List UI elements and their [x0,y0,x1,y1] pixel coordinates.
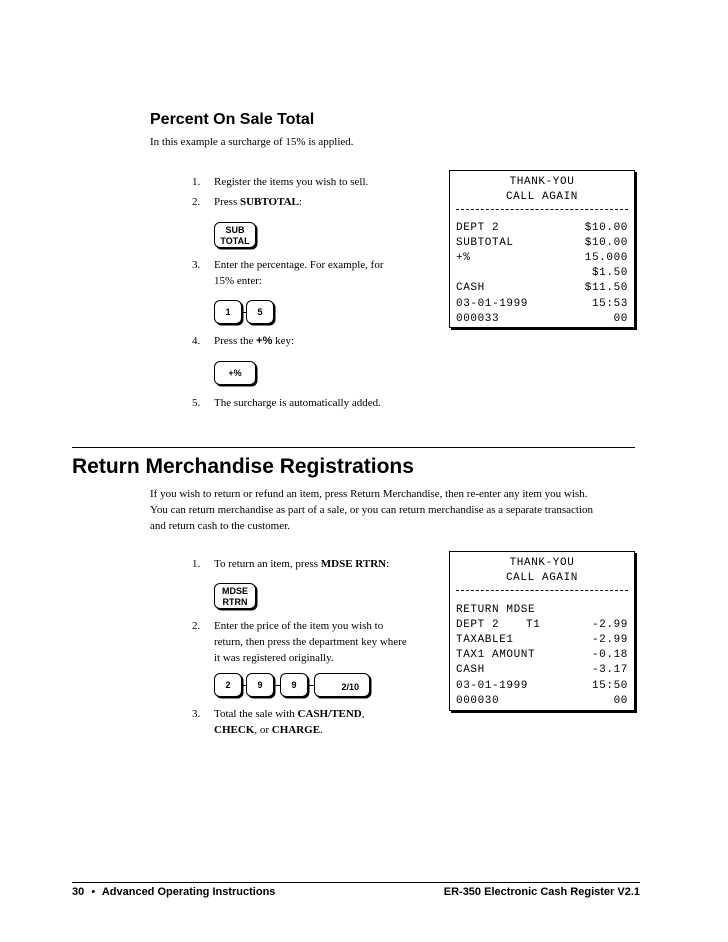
receipt-clerk: 00 [613,695,628,707]
step-text-part: . [320,724,323,736]
key-1[interactable] [214,300,242,324]
receipt-header: CALL AGAIN [505,572,578,584]
receipt-return [449,551,635,711]
step-text: Register the items you wish to sell. [214,176,369,188]
receipt-header: THANK-YOU [509,176,575,188]
receipt-value: -2.99 [591,634,628,646]
step-text [214,556,389,572]
step-text-line [214,706,364,722]
receipt-value: -3.17 [591,664,628,676]
step-text-part: : [386,558,390,570]
step-text-line: it was registered originally. [214,652,334,664]
percent-intro: In this example a surcharge of 15% is applied. [150,136,354,148]
step-number: 4. [192,335,201,347]
step-text-part: Press [214,196,240,208]
receipt-label: DEPT 2 [456,619,500,631]
step-number: 1. [192,558,201,570]
step-number: 5. [192,397,201,409]
receipt-percent [449,170,635,328]
key-label: 2 [225,679,231,690]
key-9[interactable] [246,673,274,697]
receipt-number: 000033 [456,313,500,325]
receipt-number: 000030 [456,695,500,707]
key-2[interactable] [214,673,242,697]
step-text: The surcharge is automatically added. [214,397,381,409]
receipt-label: TAXABLE1 [456,634,514,646]
step-text-part: , or [254,724,272,736]
receipt-label: +% [456,252,471,264]
key-5[interactable] [246,300,274,324]
step-key-name: CHECK [214,724,255,736]
receipt-value: -2.99 [591,619,628,631]
section-title-percent: Percent On Sale Total [150,111,315,128]
step-text [214,257,384,289]
receipt-label: DEPT 2 [456,222,500,234]
footer-chapter-title: Advanced Operating Instructions [101,886,276,898]
step-key-name: SUBTOTAL [239,196,299,208]
step-number: 1. [192,176,201,188]
receipt-value: -0.18 [591,649,628,661]
key-label: SUB [225,225,245,235]
step-text-line: Enter the percentage. For example, for [214,259,384,271]
receipt-label: TAX1 AMOUNT [456,649,536,661]
bullet-icon: • [91,886,96,898]
receipt-value: $10.00 [584,237,628,249]
step-text-line: Enter the price of the item you wish to [214,620,384,632]
receipt-divider [456,590,628,591]
footer-manual-title: ER-350 Electronic Cash Register V2.1 [443,886,640,898]
subtotal-key[interactable] [214,222,256,248]
key-label: 9 [257,679,263,690]
step-text-line: 15% enter: [214,275,262,287]
step-text-part: : [298,196,302,208]
page-number: 30 [72,886,85,898]
receipt-date: 03-01-1999 [456,680,529,692]
key-label: 5 [257,306,263,317]
step-key-name: CHARGE [271,724,321,736]
key-label: 1 [225,306,231,317]
step-number: 3. [192,708,201,720]
return-intro-line: You can return merchandise as part of a sale, or you can return merchandise as a separate transaction [150,504,593,516]
step-text [214,194,302,210]
receipt-time: 15:50 [591,680,628,692]
receipt-header: CALL AGAIN [505,191,578,203]
step-text-line: return, then press the department key where [214,636,407,648]
receipt-value: $10.00 [584,222,628,234]
key-label: TOTAL [220,236,250,246]
key-label: MDSE [221,586,248,596]
step-text [214,333,294,349]
receipt-value: 15.000 [584,252,628,264]
step-text-part: key: [272,335,295,347]
key-9[interactable] [280,673,308,697]
section-title-return: Return Merchandise Registrations [72,455,414,478]
key-label: 2/10 [341,682,359,692]
step-text [214,618,407,666]
receipt-label: RETURN MDSE [456,604,536,616]
step-number: 2. [192,196,201,208]
return-intro [150,486,593,534]
receipt-date: 03-01-1999 [456,298,529,310]
receipt-label: SUBTOTAL [456,237,514,249]
footer-left [72,886,275,898]
return-intro-line: and return cash to the customer. [150,520,290,532]
step-number: 2. [192,620,201,632]
receipt-time: 15:53 [591,298,628,310]
step-text-line [214,722,364,738]
receipt-label: CASH [456,664,485,676]
section-divider [72,447,635,448]
key-label: RTRN [222,597,248,607]
step-text-part: Press the [214,335,257,347]
receipt-clerk: 00 [613,313,628,325]
footer-rule [72,882,640,883]
return-intro-line: If you wish to return or refund an item, press Return Merchandise, then re-enter any item you wish. [150,488,588,500]
step-text-part: To return an item, press [214,558,321,570]
step-text [214,706,364,738]
percent-plus-key[interactable] [214,361,256,385]
receipt-value: $1.50 [591,267,628,279]
step-number: 3. [192,259,201,271]
receipt-tax-status: T1 [526,619,541,631]
receipt-header: THANK-YOU [509,557,575,569]
receipt-label: CASH [456,282,485,294]
receipt-value: $11.50 [584,282,628,294]
key-label: +% [228,367,242,378]
step-text-part: Total the sale with [214,708,298,720]
step-key-name: CASH/TEND [297,708,362,720]
department-key-2-10[interactable] [314,673,370,697]
step-text-part: , [361,708,365,720]
step-key-name: +% [256,335,273,347]
key-label: 9 [291,679,297,690]
step-key-name: MDSE RTRN [320,558,387,570]
mdse-rtrn-key[interactable] [214,583,256,609]
receipt-divider [456,209,628,210]
